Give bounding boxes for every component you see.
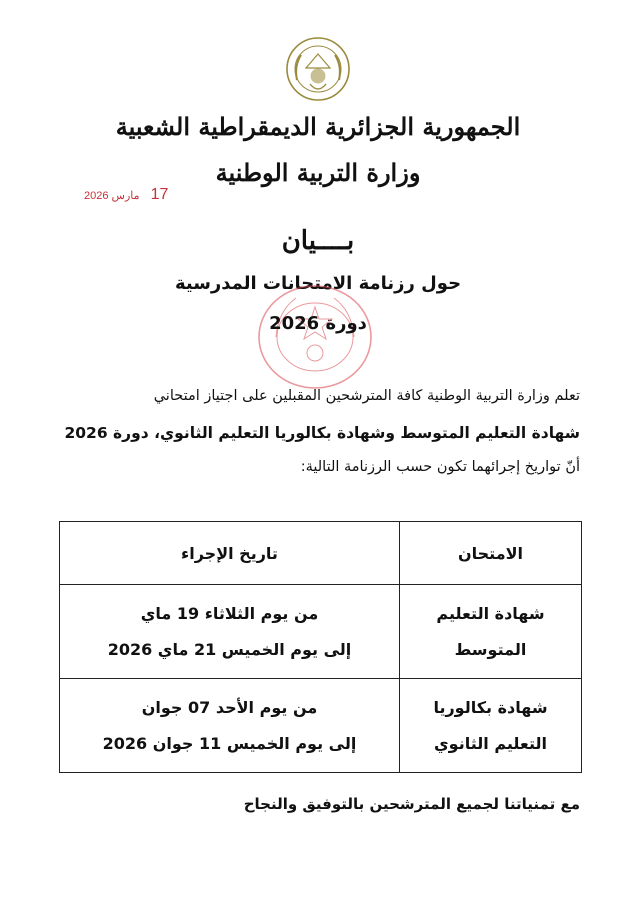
- date-stamp-year: 2026: [84, 190, 109, 202]
- table-row: [60, 585, 582, 679]
- ministry-title: وزارة التربية الوطنية: [215, 158, 421, 187]
- body-line-1: تعلم وزارة التربية الوطنية كافة المترشحين المقبلين على اجتياز امتحاني: [153, 388, 580, 404]
- ministry-seal-icon: [256, 283, 374, 391]
- date-from: من يوم الثلاثاء 19 ماي: [140, 603, 319, 623]
- date-from: من يوم الأحد 07 جوان: [141, 697, 318, 717]
- exam-date-cell: [60, 679, 400, 773]
- header-exam: الامتحان: [400, 522, 582, 585]
- table-row: [60, 679, 582, 773]
- date-stamp: [84, 186, 168, 204]
- exam-date-cell: [60, 585, 400, 679]
- date-stamp-day: 17: [150, 186, 169, 203]
- body-line-2: شهادة التعليم المتوسط وشهادة بكالوريا التعليم الثانوي، دورة 2026: [64, 424, 580, 442]
- body-line-3: أنّ تواريخ إجرائهما تكون حسب الرزنامة التالية:: [300, 459, 580, 475]
- session-year: دورة 2026: [269, 313, 367, 334]
- date-to: إلى يوم الخميس 21 ماي 2026: [107, 639, 352, 659]
- exam-name: شهادة التعليم المتوسط: [436, 603, 545, 659]
- exam-name-cell: [400, 585, 582, 679]
- date-to: إلى يوم الخميس 11 جوان 2026: [102, 733, 357, 753]
- exam-schedule-table: [59, 521, 582, 773]
- header-date: تاريخ الإجراء: [60, 522, 400, 585]
- table-header-row: [60, 522, 582, 585]
- national-emblem-icon: [285, 36, 351, 102]
- closing-message: مع تمنياتنا لجميع المترشحين بالتوفيق والنجاح: [243, 795, 580, 813]
- exam-name: شهادة بكالوريا: [433, 697, 548, 717]
- announcement-subtitle: حول رزنامة الامتحانات المدرسية: [174, 273, 462, 294]
- republic-title: الجمهورية الجزائرية الديمقراطية الشعبية: [115, 112, 521, 141]
- exam-name-cell: [400, 679, 582, 773]
- date-stamp-month: مارس: [111, 190, 140, 202]
- announcement-title: بــــيان: [281, 226, 355, 256]
- exam-name-line-2: التعليم الثانوي: [434, 733, 547, 753]
